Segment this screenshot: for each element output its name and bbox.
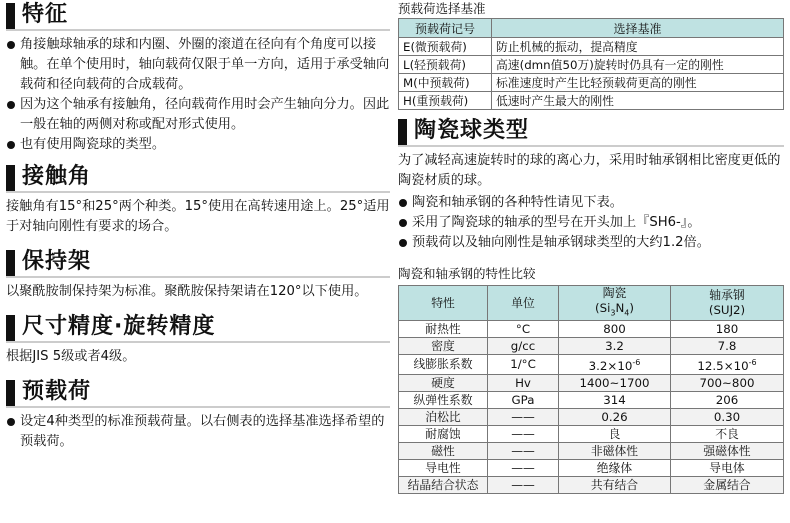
table-header-row	[399, 19, 784, 38]
header-steel-sub: (SUJ2)	[708, 303, 746, 318]
header-ceramic-formula: $Si_3N_4$	[599, 301, 630, 318]
features-bullet-3: 也有使用陶瓷球的类型。	[6, 135, 390, 155]
heading-bar	[6, 315, 15, 341]
preload-list	[6, 412, 390, 452]
heading-bar	[6, 3, 15, 29]
steel-cell: 金属结合	[671, 477, 784, 494]
table-row	[399, 338, 784, 355]
property-cell: 导电性	[399, 460, 488, 477]
heading-title: 特征	[22, 2, 69, 27]
table-row	[399, 355, 784, 375]
ceramic-cell: 共有结合	[559, 477, 671, 494]
heading-underline	[398, 145, 784, 147]
steel-cell: 不良	[671, 426, 784, 443]
ceramic-bullet-2: 采用了陶瓷球的轴承的型号在开头加上『SH6-』。	[398, 213, 784, 233]
contact-angle-text: 接触角有15°和25°两个种类。15°使用在高转速用途上。25°适用于对轴向刚性有要求的场合。	[6, 199, 390, 234]
preload-code-cell: L(轻预载荷)	[399, 56, 492, 74]
unit-cell: GPa	[488, 392, 559, 409]
preload-code-cell: H(重预载荷)	[399, 92, 492, 110]
property-cell: 耐热性	[399, 321, 488, 338]
section-heading-contact-angle	[6, 162, 390, 193]
table-row	[399, 56, 784, 74]
header-steel	[671, 286, 784, 321]
heading-bar	[6, 250, 15, 276]
preload-bullet-1: 设定4种类型的标准预载荷量。以右侧表的选择基准选择希望的预载荷。	[6, 412, 390, 452]
property-cell: 线膨胀系数	[399, 355, 488, 375]
column-header: 选择基准	[492, 19, 784, 38]
heading-title: 保持架	[22, 249, 92, 274]
ceramic-bullet-3: 预载荷以及轴向刚性是轴承钢球类型的大约1.2倍。	[398, 233, 784, 253]
heading-title: 陶瓷球类型	[414, 118, 530, 143]
right-column	[398, 0, 784, 494]
unit-cell: ——	[488, 477, 559, 494]
property-cell: 结晶结合状态	[399, 477, 488, 494]
preload-selection-table	[398, 18, 784, 110]
property-cell: 硬度	[399, 375, 488, 392]
steel-cell: 180	[671, 321, 784, 338]
left-column	[6, 0, 390, 452]
header-ceramic: 陶瓷 $(Si_3N_4)$	[559, 286, 671, 321]
unit-cell: Hv	[488, 375, 559, 392]
ceramic-cell: 800	[559, 321, 671, 338]
preload-criteria-cell: 防止机械的振动，提高精度	[492, 38, 784, 56]
heading-bar	[398, 119, 407, 145]
table-row	[399, 74, 784, 92]
unit-cell: 1/°C	[488, 355, 559, 375]
ceramic-cell	[559, 355, 671, 375]
table-row	[399, 392, 784, 409]
ceramic-cell: 良	[559, 426, 671, 443]
steel-cell: 700~800	[671, 375, 784, 392]
unit-cell: °C	[488, 321, 559, 338]
accuracy-text: 根据JIS 5级或者4级。	[6, 349, 136, 364]
table-header-row	[399, 286, 784, 321]
table-row	[399, 375, 784, 392]
heading-underline	[6, 276, 390, 278]
compare-table-body	[399, 321, 784, 494]
preload-code-cell: M(中预载荷)	[399, 74, 492, 92]
section-heading-ceramic	[398, 116, 784, 147]
cage-text: 以聚酰胺制保持架为标准。聚酰胺保持架请在120°以下使用。	[6, 284, 368, 299]
preload-criteria-cell: 高速(dmn值50万)旋转时仍具有一定的刚性	[492, 56, 784, 74]
heading-underline	[6, 406, 390, 408]
header-ceramic-label: 陶瓷	[602, 286, 627, 300]
section-heading-preload	[6, 377, 390, 408]
steel-cell: 强磁体性	[671, 443, 784, 460]
heading-title: 预载荷	[22, 379, 92, 404]
table-row	[399, 477, 784, 494]
ceramic-cell-base: 3.2×10	[588, 359, 633, 374]
property-cell: 泊松比	[399, 409, 488, 426]
heading-underline	[6, 341, 390, 343]
steel-cell: 0.30	[671, 409, 784, 426]
steel-cell	[671, 355, 784, 375]
preload-table-caption: 预载荷选择基准	[398, 1, 486, 16]
features-list	[6, 35, 390, 155]
unit-cell: ——	[488, 443, 559, 460]
header-property: 特性	[399, 286, 488, 321]
steel-cell: 7.8	[671, 338, 784, 355]
ceramic-intro: 为了减轻高速旋转时的球的离心力，采用时轴承钢相比密度更低的陶瓷材质的球。	[398, 153, 781, 188]
section-heading-accuracy	[6, 312, 390, 343]
compare-table-caption: 陶瓷和轴承钢的特性比较	[398, 266, 536, 281]
table-row	[399, 460, 784, 477]
preload-criteria-cell: 标准速度时产生比轻预载荷更高的刚性	[492, 74, 784, 92]
preload-criteria-cell: 低速时产生最大的刚性	[492, 92, 784, 110]
property-cell: 密度	[399, 338, 488, 355]
ceramic-cell: 非磁体性	[559, 443, 671, 460]
steel-cell-base: 12.5×10	[697, 359, 749, 374]
ceramic-cell: 绝缘体	[559, 460, 671, 477]
property-cell: 纵弹性系数	[399, 392, 488, 409]
property-cell: 磁性	[399, 443, 488, 460]
ceramic-cell: 1400~1700	[559, 375, 671, 392]
ceramic-cell: 0.26	[559, 409, 671, 426]
ceramic-steel-compare-table	[398, 285, 784, 494]
header-steel-label: 轴承钢	[709, 288, 745, 303]
ceramic-cell-exponent: -6	[632, 358, 641, 368]
property-cell: 耐腐蚀	[399, 426, 488, 443]
steel-cell: 206	[671, 392, 784, 409]
heading-title: 尺寸精度·旋转精度	[22, 314, 216, 339]
unit-cell: ——	[488, 460, 559, 477]
features-bullet-1: 角接触球轴承的球和内圈、外圈的滚道在径向有个角度可以接触。在单个使用时，轴向载荷仅限于单一方向，适用于承受轴向载荷和径向载荷的合成载荷。	[6, 35, 390, 95]
column-header: 预载荷记号	[399, 19, 492, 38]
features-bullet-2: 因为这个轴承有接触角，径向载荷作用时会产生轴向分力。因此一般在轴的两侧对称或配对形式使用。	[6, 95, 390, 135]
table-row	[399, 409, 784, 426]
unit-cell: ——	[488, 409, 559, 426]
unit-cell: ——	[488, 426, 559, 443]
ceramic-cell: 3.2	[559, 338, 671, 355]
steel-cell: 导电体	[671, 460, 784, 477]
ceramic-bullet-1: 陶瓷和轴承钢的各种特性请见下表。	[398, 193, 784, 213]
heading-title: 接触角	[22, 164, 92, 189]
ceramic-cell: 314	[559, 392, 671, 409]
heading-bar	[6, 380, 15, 406]
ceramic-list	[398, 193, 784, 253]
table-row	[399, 38, 784, 56]
unit-cell: g/cc	[488, 338, 559, 355]
table-row	[399, 426, 784, 443]
section-heading-cage	[6, 247, 390, 278]
table-row	[399, 443, 784, 460]
section-heading-features	[6, 0, 390, 31]
heading-underline	[6, 191, 390, 193]
table-row	[399, 321, 784, 338]
steel-cell-exponent: -6	[748, 358, 757, 368]
header-unit: 单位	[488, 286, 559, 321]
table-row	[399, 92, 784, 110]
heading-bar	[6, 165, 15, 191]
preload-code-cell: E(微预载荷)	[399, 38, 492, 56]
heading-underline	[6, 29, 390, 31]
